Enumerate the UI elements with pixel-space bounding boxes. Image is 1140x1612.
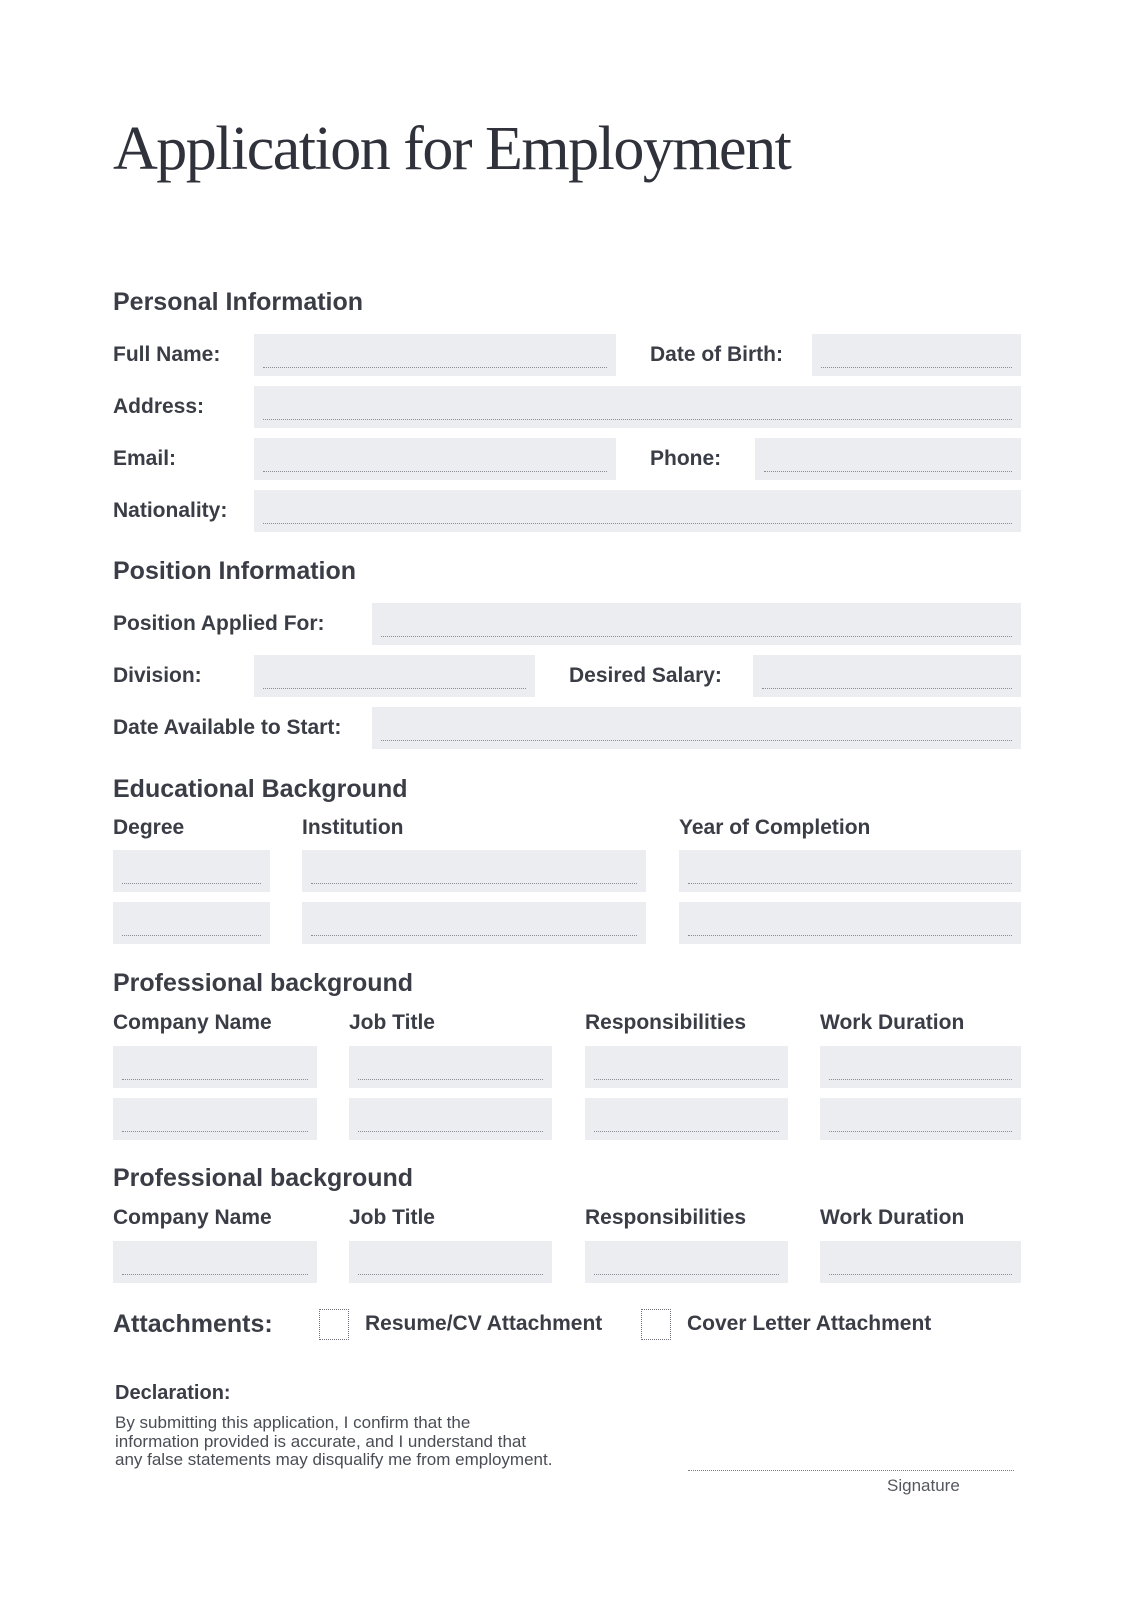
professional1-col-duration: Work Duration: [820, 1011, 965, 1034]
professional1-company-field-2[interactable]: [113, 1098, 317, 1140]
phone-field[interactable]: [755, 438, 1021, 480]
professional2-duration-field-1[interactable]: [820, 1241, 1021, 1283]
professional1-responsibilities-field-2[interactable]: [585, 1098, 788, 1140]
address-label: Address:: [113, 395, 205, 418]
email-field[interactable]: [254, 438, 616, 480]
education-degree-field-1[interactable]: [113, 850, 270, 892]
date-available-label: Date Available to Start:: [113, 716, 342, 739]
education-institution-field-1[interactable]: [302, 850, 646, 892]
section-position-heading: Position Information: [113, 557, 357, 585]
education-col-institution: Institution: [302, 816, 404, 839]
nationality-label: Nationality:: [113, 499, 228, 522]
address-field[interactable]: [254, 386, 1021, 428]
professional2-col-duration: Work Duration: [820, 1206, 965, 1229]
professional1-col-responsibilities: Responsibilities: [585, 1011, 747, 1034]
date-of-birth-label: Date of Birth:: [650, 343, 783, 366]
education-year-field-1[interactable]: [679, 850, 1021, 892]
signature-line[interactable]: [688, 1470, 1014, 1471]
position-applied-field[interactable]: [372, 603, 1021, 645]
education-year-field-2[interactable]: [679, 902, 1021, 944]
professional1-col-company: Company Name: [113, 1011, 272, 1034]
professional2-col-job-title: Job Title: [349, 1206, 435, 1229]
declaration-text: By submitting this application, I confirm that the information provided is accurate, and I understand that any false statements may disqualify me from employment.: [115, 1413, 553, 1469]
position-applied-label: Position Applied For:: [113, 612, 325, 635]
education-col-degree: Degree: [113, 816, 185, 839]
desired-salary-field[interactable]: [753, 655, 1021, 697]
full-name-field[interactable]: [254, 334, 616, 376]
section-professional-heading-1: Professional background: [113, 969, 414, 997]
division-label: Division:: [113, 664, 202, 687]
division-field[interactable]: [254, 655, 535, 697]
cover-letter-checkbox[interactable]: [641, 1309, 671, 1340]
page-title: Application for Employment: [113, 115, 791, 183]
desired-salary-label: Desired Salary:: [569, 664, 722, 687]
professional1-company-field-1[interactable]: [113, 1046, 317, 1088]
attachments-heading: Attachments:: [113, 1310, 273, 1338]
professional2-col-responsibilities: Responsibilities: [585, 1206, 747, 1229]
professional1-job-title-field-1[interactable]: [349, 1046, 552, 1088]
resume-label: Resume/CV Attachment: [365, 1312, 603, 1335]
professional2-responsibilities-field-1[interactable]: [585, 1241, 788, 1283]
education-col-year: Year of Completion: [679, 816, 871, 839]
phone-label: Phone:: [650, 447, 722, 470]
signature-label: Signature: [887, 1476, 960, 1495]
professional1-col-job-title: Job Title: [349, 1011, 435, 1034]
professional1-duration-field-1[interactable]: [820, 1046, 1021, 1088]
declaration-heading: Declaration:: [115, 1382, 231, 1404]
nationality-field[interactable]: [254, 490, 1021, 532]
professional2-col-company: Company Name: [113, 1206, 272, 1229]
date-of-birth-field[interactable]: [812, 334, 1021, 376]
professional1-job-title-field-2[interactable]: [349, 1098, 552, 1140]
professional1-responsibilities-field-1[interactable]: [585, 1046, 788, 1088]
resume-checkbox[interactable]: [319, 1309, 349, 1340]
professional2-company-field-1[interactable]: [113, 1241, 317, 1283]
education-degree-field-2[interactable]: [113, 902, 270, 944]
section-personal-heading: Personal Information: [113, 288, 364, 316]
section-professional-heading-2: Professional background: [113, 1164, 414, 1192]
section-education-heading: Educational Background: [113, 775, 408, 803]
professional1-duration-field-2[interactable]: [820, 1098, 1021, 1140]
education-institution-field-2[interactable]: [302, 902, 646, 944]
full-name-label: Full Name:: [113, 343, 221, 366]
email-label: Email:: [113, 447, 177, 470]
cover-letter-label: Cover Letter Attachment: [687, 1312, 932, 1335]
professional2-job-title-field-1[interactable]: [349, 1241, 552, 1283]
date-available-field[interactable]: [372, 707, 1021, 749]
